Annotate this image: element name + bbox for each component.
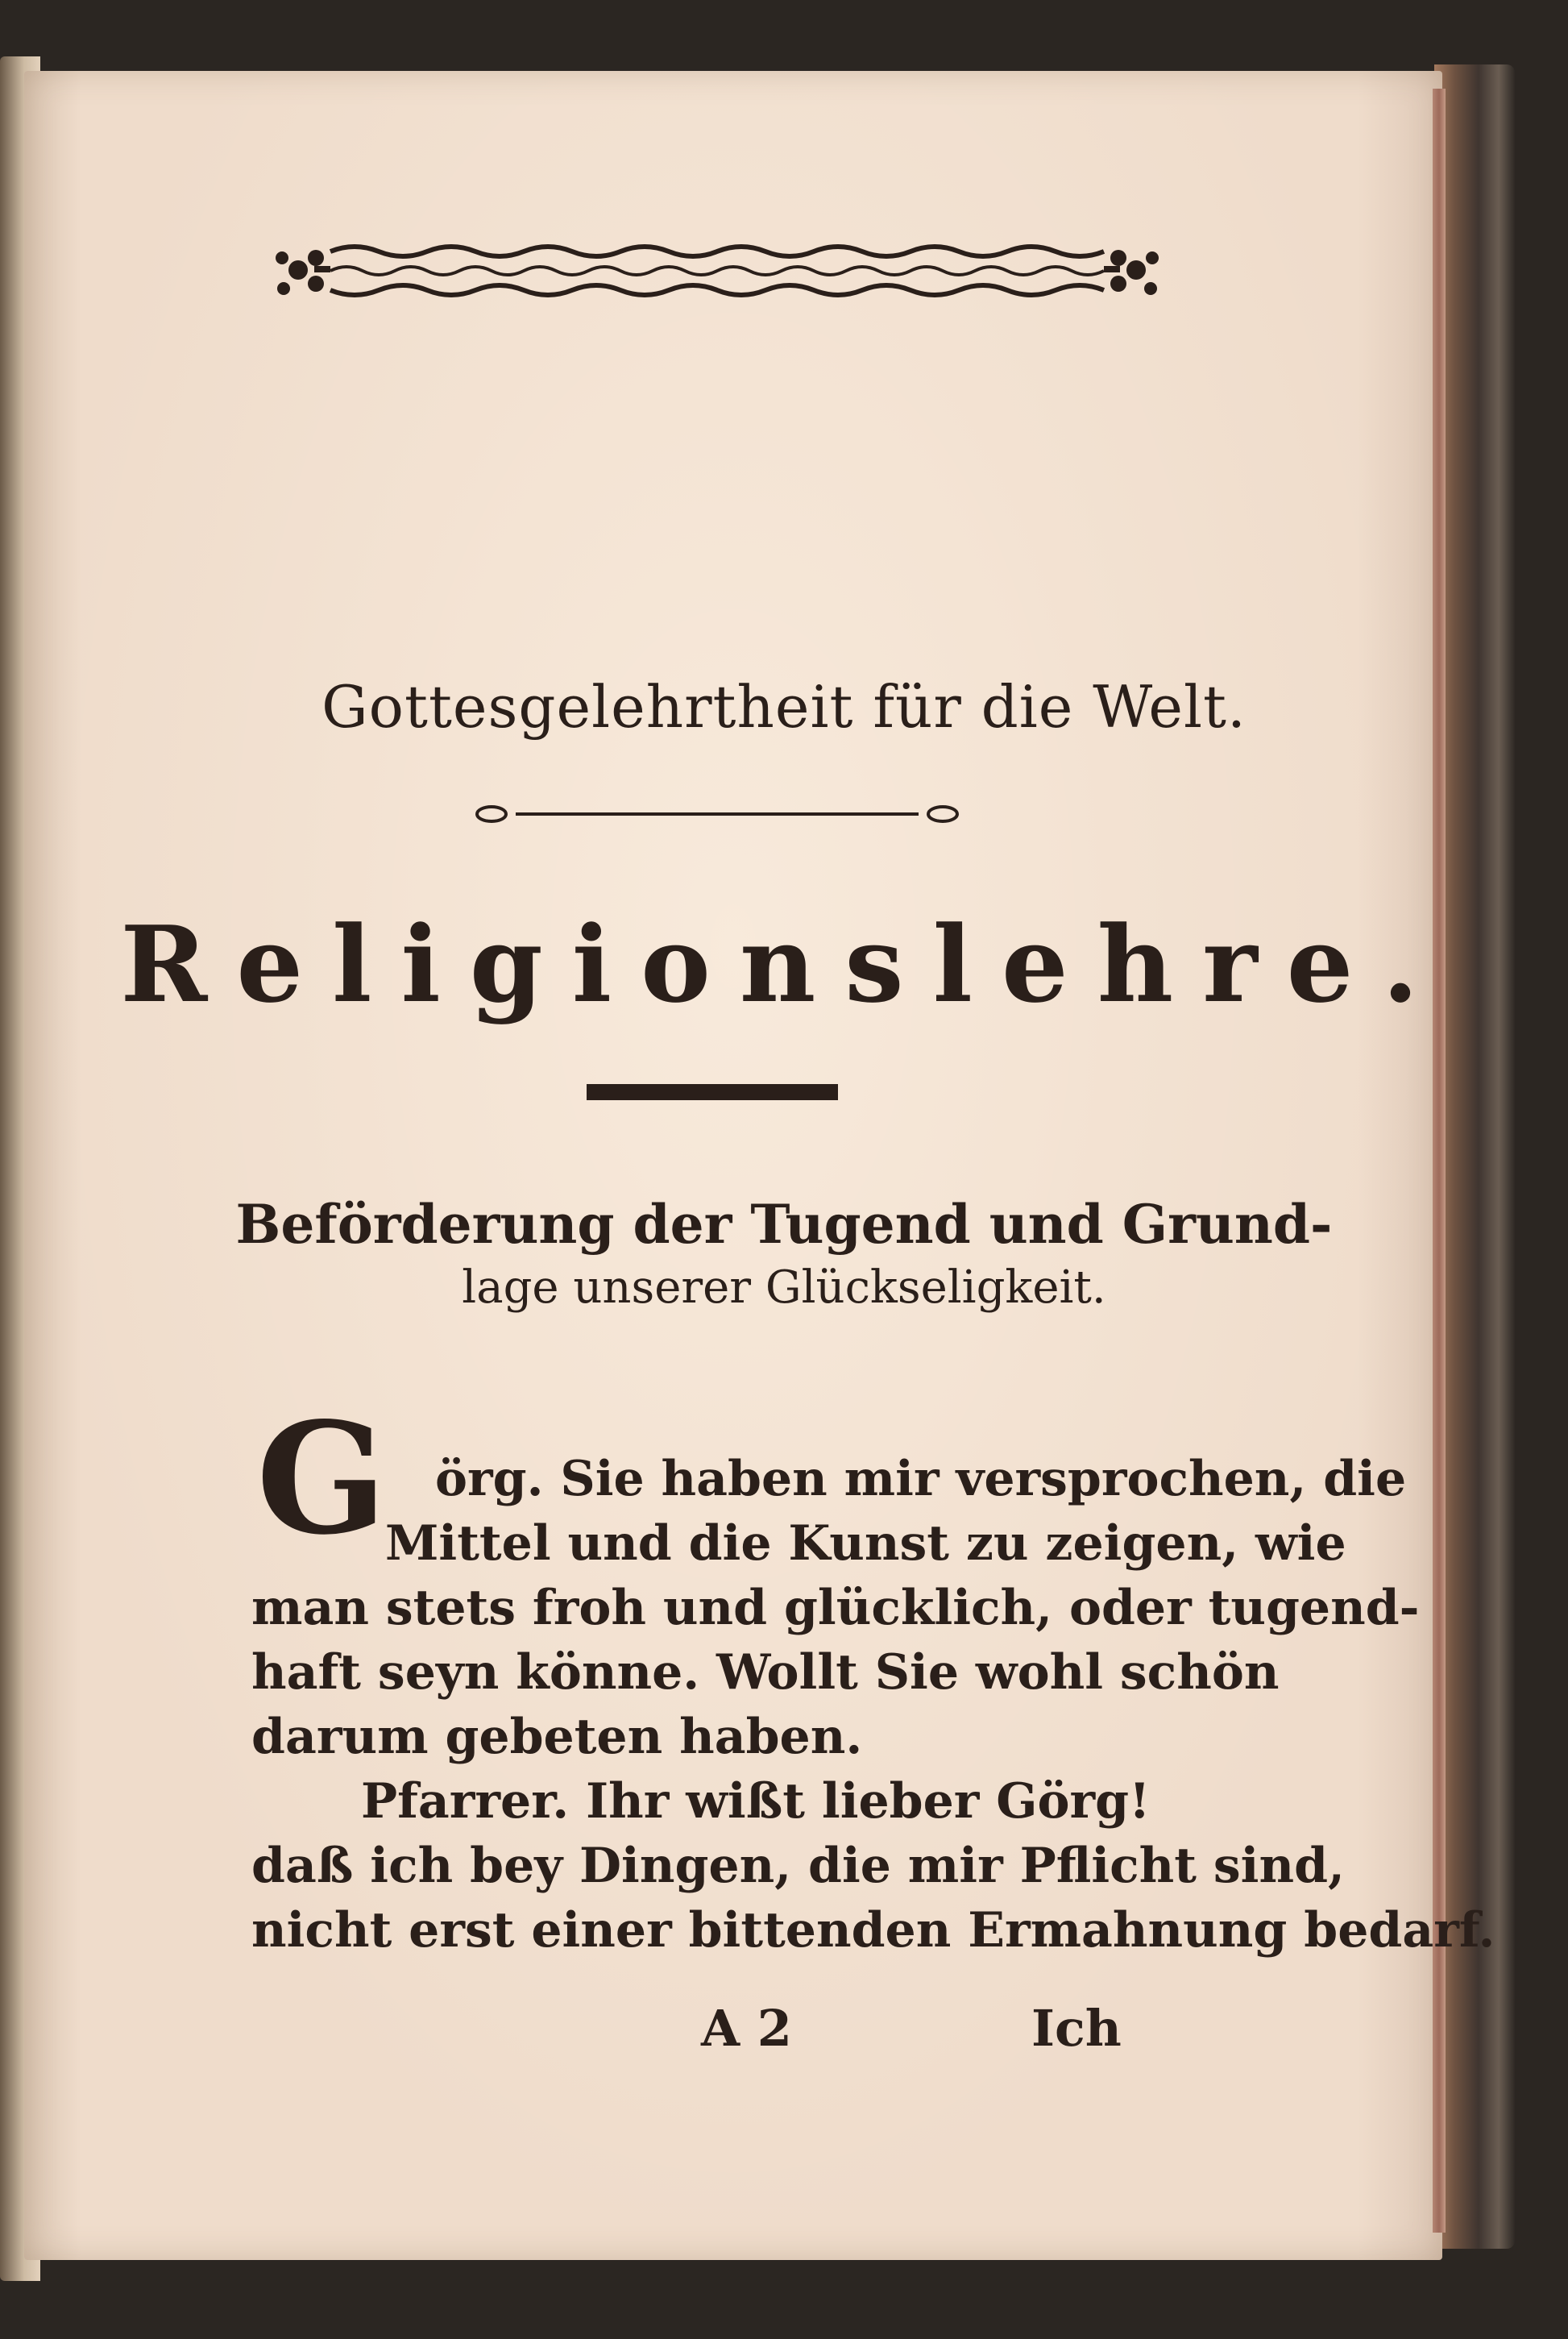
body-line: örg. Sie haben mir versprochen, die <box>435 1451 1407 1507</box>
drop-cap: G <box>256 1389 388 1568</box>
section-title: Beförderung der Tugend und Grund- <box>235 1193 1333 1256</box>
body-line: nicht erst einer bittenden Ermahnung bedarf. <box>251 1902 1495 1959</box>
body-line: Mittel und die Kunst zu zeigen, wie <box>385 1515 1346 1572</box>
body-line: man stets froh und glücklich, oder tugend- <box>251 1580 1420 1636</box>
body-line: darum gebeten haben. <box>251 1709 863 1765</box>
page-title: Religionslehre. <box>120 903 1448 1026</box>
body-line: Pfarrer. Ihr wißt lieber Görg! <box>361 1773 1151 1830</box>
page-subtitle: Gottesgelehrtheit für die Welt. <box>321 673 1247 741</box>
body-line: haft seyn könne. Wollt Sie wohl schön <box>251 1644 1280 1701</box>
ornamental-border <box>266 234 1168 322</box>
body-line: daß ich bey Dingen, die mir Pflicht sind, <box>251 1838 1345 1894</box>
signature-mark: A 2 <box>701 1999 792 2058</box>
catchword: Ich <box>1031 1999 1122 2058</box>
section-subtitle: lage unserer Glückseligkeit. <box>462 1261 1106 1314</box>
decorative-rule <box>467 798 967 830</box>
title-rule <box>587 1084 838 1100</box>
